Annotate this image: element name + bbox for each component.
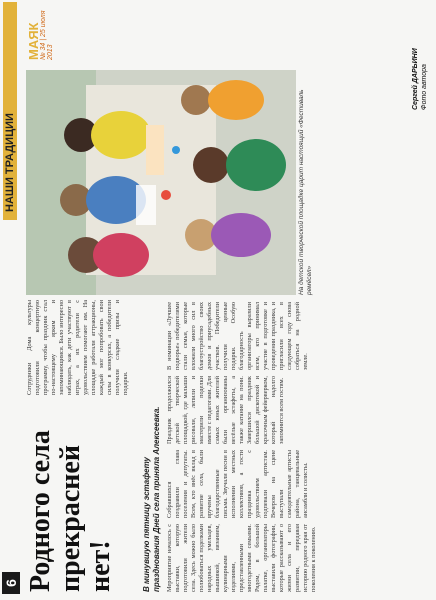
article-body (166, 302, 428, 592)
section-strip (0, 0, 22, 600)
article-headline: Родного села прекрасней нет! (25, 430, 116, 592)
masthead (26, 5, 326, 60)
author-signature: Сергей ДАРЬИНИ (412, 48, 419, 110)
children-crafts-photo (26, 70, 296, 295)
photo-credit: Фото автора (421, 64, 428, 110)
section-rubric: НАШИ ТРАДИЦИИ (3, 2, 17, 220)
article-lead: В минувшую пятницу эстафету празднования Дней села приняла Алексеевка. (142, 406, 161, 592)
page-number: 6 (2, 572, 20, 594)
article-column-4: Праздник продолжился детской творческой площадкой, где малыши рисовали, лепили и мастерили поделки вместе с педагогами. Для самых юных жителей были организованы весёлые эстафеты, а также катание на пони. Завершился праздник большой дискотекой и красочным фейерверком, который надолго запомнится всем гостям. (166, 376, 285, 444)
paper-date: № 34 | 25 июля 2013 (40, 10, 54, 60)
photo-caption: На детской творческой площадке царит настоящий «Фестиваль ремёсел» (298, 89, 313, 295)
article-column-3: Собравшихся поздравили глава поселения и депутаты. Всем, кто внёс вклад в развитие села, были вручены благодарственные письма. Звучали песни в исполнении местных коллективов, а гости праздника с удовольствием подпевали артистам. Вечером на сцене выступали самодеятельные артисты района, танцевальные ансамбли и солисты. (166, 450, 309, 518)
article-column-1: Мероприятие началось с выставки, которую подготовили жители села. Здесь можно было полюбоваться поделками народных умельцев, вышивкой, вязанием, кулинарными изделиями, представленными многодетными семьями. Рядом, в большой палатке, организаторы выставили фотографии, которые рассказывают о жизни села и его развитии, передавая историю родного края от поколения к поколению. (166, 524, 317, 592)
paper-title: МАЯК (26, 22, 41, 60)
article-column-5: В номинации «Лучшее подворье» победителями стали семьи, которые вложили много сил в благоустройство своих домов и приусадебных участков. Победители получили ценные подарки. Особую благодарность организаторы выразили всем, кто принимал участие в подготовке и проведении праздника, и пригласили всех в следующем году снова собраться на родной земле. (166, 302, 309, 370)
article-photo (26, 70, 296, 295)
article-column-2: Сотрудники Дома культуры подготовили концертную программу, чтобы праздник стал по-настоящему ярким и запоминающимся. Было интересно наблюдать, как дети участвуют в играх, а их родители с удовольствием помогают им. На площадке работали аттракционы, каждый мог попробовать свои силы в конкурсах, а победители получили сладкие призы и подарки. (26, 300, 129, 395)
